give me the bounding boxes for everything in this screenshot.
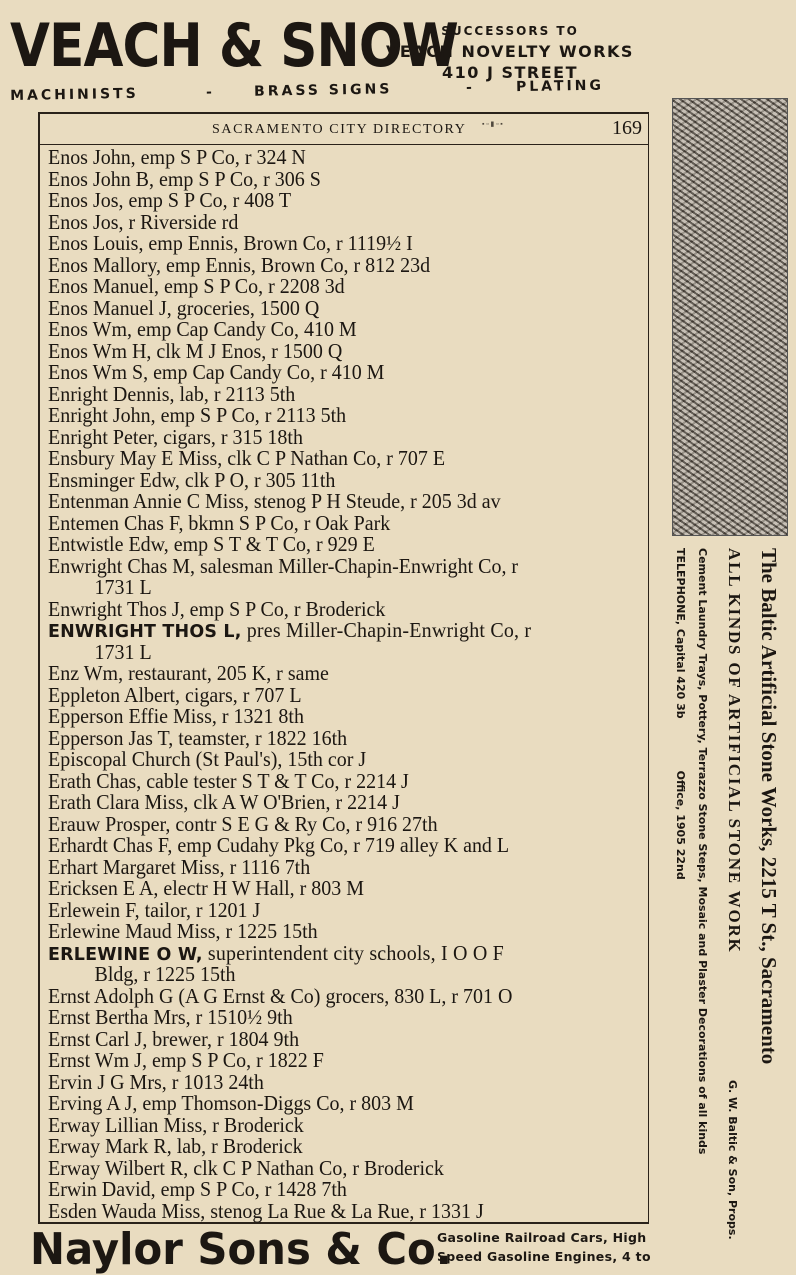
directory-page: [38, 112, 649, 1224]
directory-entry: Episcopal Church (St Paul's), 15th cor J: [48, 749, 367, 771]
directory-entry: Ernst Adolph G (A G Ernst & Co) grocers, 830 L, r 701 O: [48, 985, 513, 1008]
directory-entry: Enwright Chas M, salesman Miller-Chapin-Enwright Co, r: [48, 555, 519, 578]
directory-entry: Erath Clara Miss, clk A W O'Brien, r 2214 J: [48, 792, 400, 814]
entry-continuation: 1731 L: [94, 577, 152, 599]
side-ad-products: Cement Laundry Trays, Pottery, Terrazzo Stone Steps, Mosaic and Plaster Decorations of all kinds: [696, 548, 709, 1155]
directory-entry: Enos John, emp S P Co, r 324 N: [48, 147, 306, 169]
directory-entry: Ernst Bertha Mrs, r 1510½ 9th: [48, 1007, 293, 1029]
entry-continuation: 1731 L: [94, 641, 152, 664]
predecessor-company: VEACH NOVELTY WORKS: [386, 42, 634, 61]
directory-entry: Erwin David, emp S P Co, r 1428 7th: [48, 1179, 347, 1201]
directory-entry: Enos Wm S, emp Cap Candy Co, r 410 M: [48, 362, 385, 384]
directory-entry: Erway Lillian Miss, r Broderick: [48, 1114, 304, 1137]
page-header: [40, 114, 648, 145]
directory-entry: Enos Louis, emp Ennis, Brown Co, r 1119½ I: [48, 233, 413, 255]
top-advertisement: [0, 0, 796, 112]
directory-entry: Erauw Prosper, contr S E G & Ry Co, r 916 27th: [48, 813, 438, 836]
directory-entry: Ervin J G Mrs, r 1013 24th: [48, 1071, 264, 1094]
directory-entry: Entenman Annie C Miss, stenog P H Steude, r 205 3d av: [48, 491, 501, 513]
directory-entry: Ensbury May E Miss, clk C P Nathan Co, r 707 E: [48, 448, 446, 470]
service-brass-signs: BRASS SIGNS: [253, 81, 393, 100]
entry-bold-name: ENWRIGHT THOS L,: [48, 621, 242, 642]
directory-entry: Enright Peter, cigars, r 315 18th: [48, 426, 303, 449]
directory-entry: Esden Wauda Miss, stenog La Rue & La Rue, r 1331 J: [48, 1200, 484, 1223]
directory-entry: Erlewine Maud Miss, r 1225 15th: [48, 921, 318, 943]
successors-label: SUCCESSORS TO: [441, 24, 579, 38]
directory-entry: Entwistle Edw, emp S T & T Co, r 929 E: [48, 534, 375, 556]
bottom-ad-description: [437, 1228, 651, 1266]
directory-entry: Enos Manuel J, groceries, 1500 Q: [48, 297, 320, 320]
directory-entry: Eppleton Albert, cigars, r 707 L: [48, 684, 302, 707]
entry-continuation: Bldg, r 1225 15th: [94, 964, 236, 986]
service-machinists: MACHINISTS: [10, 85, 139, 104]
advertiser-name: VEACH & SNOW: [10, 11, 458, 81]
directory-entry: Enwright Thos J, emp S P Co, r Broderick: [48, 598, 386, 621]
directory-entry: Ericksen E A, electr H W Hall, r 803 M: [48, 878, 365, 900]
directory-entry: Epperson Jas T, teamster, r 1822 16th: [48, 727, 348, 750]
directory-entry: Erlewein F, tailor, r 1201 J: [48, 899, 261, 922]
service-separator: -: [205, 84, 216, 101]
directory-title: SACRAMENTO CITY DIRECTORY: [212, 122, 467, 137]
side-ad-tagline: ALL KINDS OF ARTIFICIAL STONE WORK: [725, 548, 744, 954]
bottom-ad-line: Speed Gasoline Engines, 4 to: [437, 1249, 651, 1264]
directory-entry: Ernst Wm J, emp S P Co, r 1822 F: [48, 1050, 324, 1072]
directory-entry: Enos Jos, r Riverside rd: [48, 211, 239, 234]
directory-entry: Erway Mark R, lab, r Broderick: [48, 1136, 303, 1158]
directory-entries: [48, 148, 644, 1223]
directory-entry: Erath Chas, cable tester S T & T Co, r 2214 J: [48, 770, 409, 793]
engraving-image: [672, 98, 788, 536]
side-ad-contact: [674, 548, 687, 880]
entry-details: superintendent city schools, I O O F: [202, 942, 504, 965]
entry-bold-name: ERLEWINE O W,: [48, 943, 203, 965]
service-separator: -: [465, 79, 476, 97]
directory-entry: Ernst Carl J, brewer, r 1804 9th: [48, 1028, 300, 1051]
directory-entry: Erhart Margaret Miss, r 1116 7th: [48, 856, 311, 879]
directory-entry: Epperson Effie Miss, r 1321 8th: [48, 706, 304, 728]
directory-entry: [48, 621, 626, 643]
bottom-advertisement: [0, 1222, 796, 1275]
directory-entry: Enz Wm, restaurant, 205 K, r same: [48, 663, 329, 685]
directory-entry: Enos Jos, emp S P Co, r 408 T: [48, 190, 292, 212]
side-advertisement: [674, 548, 792, 1238]
advertiser-address: 410 J STREET: [441, 63, 579, 82]
directory-entry: Enos Manuel, emp S P Co, r 2208 3d: [48, 276, 345, 298]
directory-entry: Enright Dennis, lab, r 2113 5th: [48, 383, 296, 406]
bottom-ad-line: Gasoline Railroad Cars, High: [437, 1230, 647, 1245]
directory-entry: Enos Wm H, clk M J Enos, r 1500 Q: [48, 340, 343, 363]
directory-entry: Entemen Chas F, bkmn S P Co, r Oak Park: [48, 512, 391, 535]
directory-entry: Enright John, emp S P Co, r 2113 5th: [48, 405, 347, 427]
side-ad-company: The Baltic Artificial Stone Works, 2215 T St., Sacramento: [757, 548, 781, 1065]
side-ad-telephone: TELEPHONE, Capital 420 3b: [674, 548, 687, 719]
page-number: 169: [612, 117, 642, 139]
directory-entry: Enos Mallory, emp Ennis, Brown Co, r 812 23d: [48, 254, 431, 277]
side-ad-proprietors: G. W. Baltic & Son, Props.: [726, 1080, 739, 1240]
service-plating: PLATING: [515, 77, 605, 96]
directory-entry: Erway Wilbert R, clk C P Nathan Co, r Broderick: [48, 1157, 444, 1180]
directory-entry: [48, 944, 626, 966]
directory-entry: Enos Wm, emp Cap Candy Co, 410 M: [48, 319, 357, 341]
publisher-logo-icon: ▪ ▫ ▮ ▫ ▪: [482, 120, 503, 128]
directory-entry: Ensminger Edw, clk P O, r 305 11th: [48, 469, 336, 492]
bottom-ad-company: Naylor Sons & Co.: [30, 1224, 452, 1275]
directory-entry: Enos John B, emp S P Co, r 306 S: [48, 168, 321, 191]
directory-entry: Erhardt Chas F, emp Cudahy Pkg Co, r 719 alley K and L: [48, 835, 510, 857]
successors-block: [370, 24, 650, 82]
entry-details: pres Miller-Chapin-Enwright Co, r: [241, 620, 532, 642]
directory-entry: Erving A J, emp Thomson-Diggs Co, r 803 M: [48, 1093, 414, 1115]
side-ad-office: Office, 1905 22nd: [674, 770, 687, 880]
